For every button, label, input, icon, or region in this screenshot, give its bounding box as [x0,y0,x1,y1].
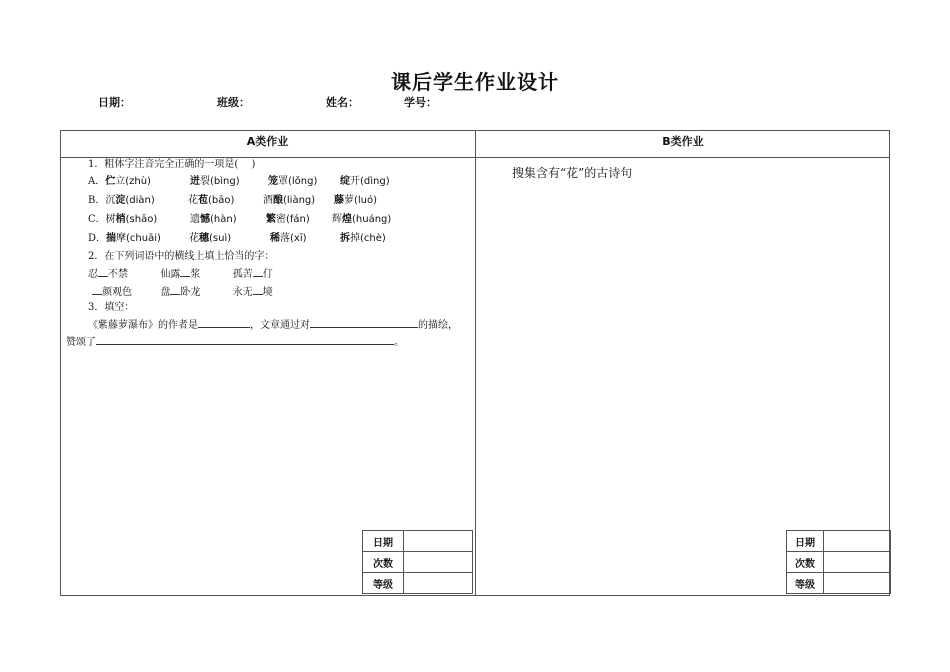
grade-date-label: 日期 [787,531,824,552]
name-label: 姓名： [326,96,359,109]
question-1: 1．粗体字注音完全正确的一项是( ) [88,159,256,170]
fill-row-2: 颜观色 盘 卧龙 永无 境 [92,284,273,300]
grade-box-b [786,530,891,594]
fill-row-1: 忍 不禁 仙露 浆 孤苦 仃 [88,266,273,282]
question-2: 2．在下列词语中的横线上填上恰当的字： [88,251,275,262]
option-a-word-4: 绽开(dìng) [340,176,390,187]
option-d: D．揣摩(chuāi) [88,233,161,244]
grade-times-label: 次数 [363,552,404,573]
option-b: B．沉淀(diàn) [88,195,155,206]
option-b-word-4: 藤萝(luó) [334,195,378,206]
grade-box-a [362,530,473,594]
question-3: 3．填空： [88,302,135,313]
class-label: 班级： [217,96,250,109]
option-c-word-3: 繁密(fán) [266,214,310,225]
option-a: A．伫立(zhù) [88,176,151,187]
option-d-word-4: 拆掉(chè) [340,233,386,244]
column-a-header: A类作业 [246,135,289,148]
column-b-header: B类作业 [662,135,704,148]
option-d-word-3: 稀落(xī) [270,233,307,244]
grade-date-field[interactable] [404,531,473,552]
grade-date-label: 日期 [363,531,404,552]
grade-level-label: 等级 [787,573,824,594]
option-b-word-3: 酒酿(liàng) [263,195,316,206]
date-label: 日期： [98,96,131,109]
option-c: C．树梢(shāo) [88,214,158,225]
grade-level-field[interactable] [404,573,473,594]
column-divider [475,130,476,596]
option-c-word-4: 辉煌(huáng) [332,214,392,225]
fill-blank-line-2: 赞颂了 。 [66,334,404,350]
grade-level-label: 等级 [363,573,404,594]
option-a-word-3: 笼罩(lǒng) [268,176,318,187]
fill-blank-line-1: 《紫藤萝瀑布》的作者是 ，文章通过对 的描绘， [88,317,458,333]
option-c-word-2: 遗憾(hàn) [190,214,237,225]
option-a-word-2: 迸裂(bìng) [190,176,240,187]
grade-date-field[interactable] [824,531,891,552]
student-number-label: 学号： [404,96,437,109]
option-b-word-2: 花苞(bāo) [188,195,235,206]
section-b-task: 搜集含有“花”的古诗句 [512,166,633,180]
grade-level-field[interactable] [824,573,891,594]
grade-times-field[interactable] [824,552,891,573]
grade-times-field[interactable] [404,552,473,573]
page-title: 课后学生作业设计 [391,70,559,94]
option-d-word-2: 花穗(suì) [189,233,232,244]
grade-times-label: 次数 [787,552,824,573]
